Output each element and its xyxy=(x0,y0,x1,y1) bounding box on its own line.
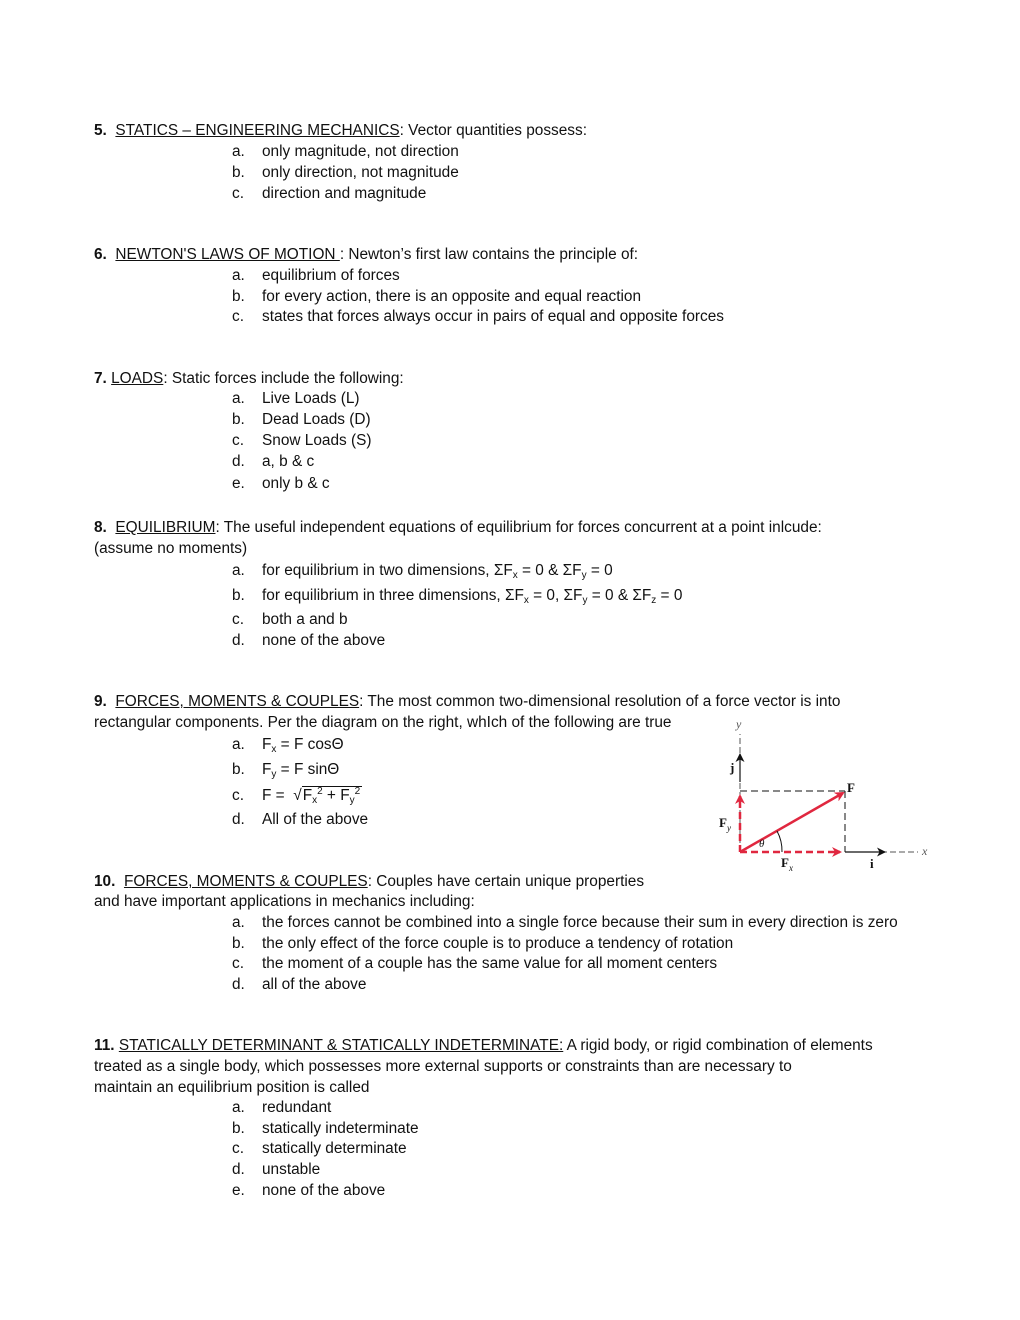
question-prompt: : Static forces include the following: xyxy=(163,370,404,387)
subscript: x xyxy=(271,744,277,755)
question-prompt: : Vector quantities possess: xyxy=(399,122,587,139)
question-number: 5. xyxy=(94,122,107,139)
text-part: = 0 xyxy=(586,562,613,579)
i-label: i xyxy=(870,856,874,871)
option-letter: b. xyxy=(232,164,245,181)
question-header xyxy=(94,873,644,891)
question-topic: NEWTON'S LAWS OF MOTION xyxy=(115,246,340,263)
question-prompt-line2: (assume no moments) xyxy=(94,540,248,557)
option-letter: c. xyxy=(232,611,244,628)
subscript: y xyxy=(581,570,587,581)
option-text: unstable xyxy=(262,1161,321,1178)
subscript: x xyxy=(312,795,318,806)
option-text: both a and b xyxy=(262,611,348,628)
text-part: for equilibrium in two dimensions, ΣF xyxy=(262,562,513,579)
fy-subscript: y xyxy=(726,823,731,833)
theta-label: θ xyxy=(759,838,765,850)
option-text: Dead Loads (D) xyxy=(262,411,371,428)
option-letter: a. xyxy=(232,736,245,753)
option-text: all of the above xyxy=(262,976,367,993)
question-number: 11. xyxy=(94,1037,115,1054)
subscript: y xyxy=(582,595,588,606)
question-prompt: : The most common two-dimensional resolution of a force vector is into xyxy=(359,693,841,710)
text-part: = F sinΘ xyxy=(276,761,340,778)
text-part: = F cosΘ xyxy=(276,736,344,753)
text-part: for equilibrium in three dimensions, ΣF xyxy=(262,587,524,604)
subscript: x xyxy=(512,570,518,581)
option-text xyxy=(262,736,344,754)
question-prompt: : Couples have certain unique properties xyxy=(367,873,645,890)
option-text xyxy=(262,562,613,580)
option-letter: b. xyxy=(232,411,245,428)
question-header xyxy=(94,693,840,711)
theta-arc xyxy=(777,831,782,852)
question-header xyxy=(94,246,638,264)
option-letter: b. xyxy=(232,761,245,778)
question-number: 9. xyxy=(94,693,107,710)
x-axis-label: x xyxy=(922,844,928,858)
question-prompt: : Newton’s first law contains the principle of: xyxy=(339,246,639,263)
superscript: 2 xyxy=(317,786,323,797)
text-part: F xyxy=(302,787,313,804)
question-number: 8. xyxy=(94,519,107,536)
option-text xyxy=(262,587,682,605)
resultant-force-arrow xyxy=(740,793,843,852)
option-letter: b. xyxy=(232,587,245,604)
y-axis-label: y xyxy=(736,717,742,731)
fx-label xyxy=(781,855,793,873)
option-letter: a. xyxy=(232,914,245,931)
question-prompt-line2: and have important applications in mechanics including: xyxy=(94,893,475,910)
question-header xyxy=(94,1037,948,1055)
question-prompt-line2: rectangular components. Per the diagram on the right, whIch of the following are true xyxy=(94,714,672,731)
option-text: the moment of a couple has the same value for all moment centers xyxy=(262,955,718,972)
superscript: 2 xyxy=(354,786,361,797)
option-letter: d. xyxy=(232,976,245,993)
fx-main: F xyxy=(781,855,789,870)
question-topic: EQUILIBRIUM xyxy=(115,519,216,536)
question-header xyxy=(94,122,587,140)
option-text: the only effect of the force couple is to produce a tendency of rotation xyxy=(262,935,734,952)
question-header xyxy=(94,370,404,388)
option-letter: c. xyxy=(232,1140,244,1157)
option-text: Live Loads (L) xyxy=(262,390,360,407)
option-text: redundant xyxy=(262,1099,332,1116)
question-prompt: A rigid body, or rigid combination of elements xyxy=(563,1037,873,1054)
subscript: y xyxy=(349,795,355,806)
subscript: y xyxy=(271,769,277,780)
option-letter: c. xyxy=(232,185,244,202)
question-number: 10. xyxy=(94,873,116,890)
option-letter: b. xyxy=(232,935,245,952)
option-text: All of the above xyxy=(262,811,369,828)
question-header xyxy=(94,519,822,537)
option-text xyxy=(262,787,362,805)
question-number: 7. xyxy=(94,370,107,387)
text-part: + F xyxy=(322,787,350,804)
question-prompt-line3: maintain an equilibrium position is called xyxy=(94,1079,370,1096)
option-letter: a. xyxy=(232,390,245,407)
option-text: for every action, there is an opposite and equal reaction xyxy=(262,288,642,305)
option-text: only magnitude, not direction xyxy=(262,143,459,160)
option-letter: c. xyxy=(232,787,244,804)
text-part: F xyxy=(262,736,272,753)
option-letter: b. xyxy=(232,1120,245,1137)
fy-label xyxy=(719,815,731,833)
option-text: Snow Loads (S) xyxy=(262,432,372,449)
option-letter: c. xyxy=(232,432,244,449)
text-part: = 0 & ΣF xyxy=(517,562,582,579)
force-resolution-diagram xyxy=(700,712,950,882)
option-letter: e. xyxy=(232,475,245,492)
option-text: a, b & c xyxy=(262,453,315,470)
option-letter: d. xyxy=(232,811,245,828)
text-part: = 0 & ΣF xyxy=(587,587,652,604)
option-letter: c. xyxy=(232,308,244,325)
text-part: = 0 xyxy=(656,587,683,604)
option-text: statically determinate xyxy=(262,1140,407,1157)
question-topic: FORCES, MOMENTS & COUPLES xyxy=(115,693,360,710)
subscript: z xyxy=(651,595,657,606)
question-prompt: : The useful independent equations of equilibrium for forces concurrent at a point inlcude: xyxy=(215,519,822,536)
option-letter: d. xyxy=(232,1161,245,1178)
text-part: = 0, ΣF xyxy=(528,587,583,604)
option-text: only direction, not magnitude xyxy=(262,164,459,181)
question-number: 6. xyxy=(94,246,107,263)
subscript: x xyxy=(523,595,529,606)
option-letter: b. xyxy=(232,288,245,305)
option-letter: e. xyxy=(232,1182,245,1199)
option-letter: a. xyxy=(232,562,245,579)
option-text: statically indeterminate xyxy=(262,1120,419,1137)
option-text: direction and magnitude xyxy=(262,185,427,202)
option-text: only b & c xyxy=(262,475,330,492)
option-text: none of the above xyxy=(262,1182,386,1199)
question-prompt-line2: treated as a single body, which possesses more external supports or constraints than are necessary to xyxy=(94,1058,792,1075)
fx-subscript: x xyxy=(788,863,793,873)
option-letter: a. xyxy=(232,267,245,284)
f-label: F xyxy=(847,780,855,795)
option-letter: d. xyxy=(232,453,245,470)
option-letter: a. xyxy=(232,143,245,160)
fy-main: F xyxy=(719,815,727,830)
radicand xyxy=(302,786,362,804)
square-root xyxy=(293,787,362,805)
option-letter: c. xyxy=(232,955,244,972)
text-part: F = xyxy=(262,787,289,804)
text-part: F xyxy=(262,761,272,778)
option-text xyxy=(262,761,339,779)
question-topic: STATICALLY DETERMINANT & STATICALLY INDETERMINATE: xyxy=(118,1037,564,1054)
option-letter: d. xyxy=(232,632,245,649)
option-letter: a. xyxy=(232,1099,245,1116)
question-topic: LOADS xyxy=(111,370,164,387)
option-text: the forces cannot be combined into a single force because their sum in every direction is zero xyxy=(262,914,898,931)
option-text: equilibrium of forces xyxy=(262,267,400,284)
j-label: j xyxy=(730,760,735,775)
root-symbol: √ xyxy=(293,787,302,804)
question-topic: STATICS – ENGINEERING MECHANICS xyxy=(115,122,400,139)
option-text: states that forces always occur in pairs of equal and opposite forces xyxy=(262,308,724,325)
option-text: none of the above xyxy=(262,632,386,649)
question-topic: FORCES, MOMENTS & COUPLES xyxy=(123,873,368,890)
